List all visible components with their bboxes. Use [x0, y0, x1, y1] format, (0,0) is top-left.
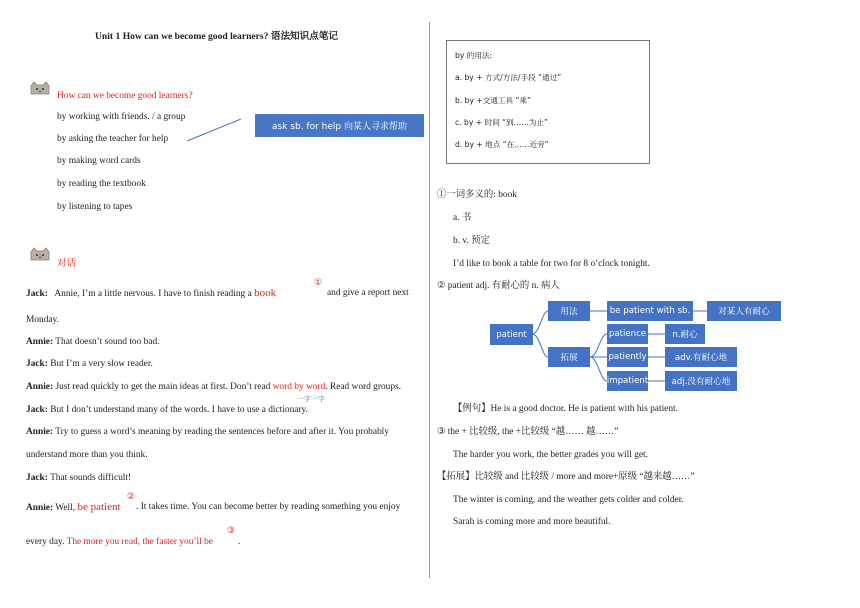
- note-item: a. 书: [453, 213, 472, 223]
- box-item: d. by + 地点 “在……近旁”: [455, 140, 549, 149]
- key-sentence: The more you read, the faster you’ll be: [66, 537, 213, 547]
- speaker: Jack:: [26, 359, 48, 369]
- cat-icon: [29, 81, 51, 95]
- note-example: The harder you work, the better grades you will get.: [453, 450, 648, 460]
- box-item: b. by +交通工具 “乘”: [455, 96, 531, 105]
- box-title: by 的用法:: [455, 51, 493, 60]
- note-example: 【例句】He is a good doctor. He is patient with his patient.: [453, 404, 678, 414]
- mindmap-root: patient: [490, 324, 533, 345]
- box-item: c. by + 时间 “到……为止”: [455, 118, 548, 127]
- mindmap-patiently: patiently: [607, 347, 648, 367]
- box-item: a. by + 方式/方法/手段 “通过”: [455, 73, 562, 82]
- dialogue-text: . Read word groups.: [325, 382, 402, 392]
- dialogue-line: [26, 501, 121, 514]
- dialogue-text: .: [238, 537, 241, 547]
- speaker: Jack:: [26, 473, 48, 483]
- mindmap-impatient-meaning: adj.没有耐心地: [665, 371, 737, 391]
- dialogue-line: [26, 358, 153, 370]
- dialogue-line: [26, 426, 389, 438]
- dialogue-text: Well,: [55, 503, 76, 513]
- note-heading: ①一词多义的: book: [437, 190, 517, 200]
- callout-box: ask sb. for help 向某人寻求帮助: [255, 114, 424, 137]
- key-word: book: [254, 287, 277, 299]
- cat-icon: [29, 247, 51, 261]
- key-word: word by word: [272, 382, 326, 392]
- note-example: Sarah is coming more and more beautiful.: [453, 517, 611, 527]
- section-heading: 对话: [57, 259, 76, 269]
- speaker: Jack:: [26, 289, 48, 299]
- list-item: by asking the teacher for help: [57, 134, 169, 144]
- mark-1: ①: [314, 278, 323, 288]
- dialogue-text: Just read quickly to get the main ideas at first. Don’t read: [55, 382, 271, 392]
- note-heading: ② patient adj. 有耐心的 n. 病人: [437, 281, 560, 291]
- key-word: be patient: [77, 501, 121, 513]
- speaker: Annie:: [26, 337, 54, 347]
- dialogue-text: . It takes time. You can become better by reading something you enjoy: [136, 502, 401, 512]
- dialogue-line: [26, 472, 131, 484]
- mindmap-phrase: be patient with sb.: [607, 301, 693, 321]
- dialogue-text: every day.: [26, 537, 65, 547]
- dialogue-line: [26, 536, 213, 548]
- list-item: by reading the textbook: [57, 179, 146, 189]
- list-item: by working with friends. / a group: [57, 112, 186, 122]
- mindmap-usage: 用法: [548, 301, 590, 321]
- dialogue-text: and give a report next: [327, 288, 409, 298]
- note-heading: ③ the + 比较级, the +比较级 “越…… 越……”: [437, 427, 619, 437]
- list-item: by listening to tapes: [57, 202, 133, 212]
- dialogue-text: Try to guess a word’s meaning by reading the sentences before and after it. You probably: [55, 427, 389, 437]
- dialogue-line: [26, 336, 160, 348]
- callout-connector: [185, 116, 245, 144]
- speaker: Annie:: [26, 382, 54, 392]
- dialogue-text: But I don’t understand many of the words. I have to use a dictionary.: [50, 405, 308, 415]
- dialogue-text: Annie, I’m a little nervous. I have to finish reading a: [54, 289, 252, 299]
- note-example: I’d like to book a table for two for 8 o’clock tonight.: [453, 259, 650, 269]
- speaker: Jack:: [26, 405, 48, 415]
- dialogue-line: [26, 381, 401, 393]
- mindmap-patiently-meaning: adv.有耐心地: [665, 347, 737, 367]
- note-extension: 【拓展】比较级 and 比较级 / more and more+原级 “越来越……”: [437, 472, 695, 482]
- note-example: The winter is coming, and the weather gets colder and colder.: [453, 495, 684, 505]
- dialogue-text: That sounds difficult!: [50, 473, 132, 483]
- dialogue-text: That doesn’t sound too bad.: [55, 337, 160, 347]
- speaker: Annie:: [26, 427, 54, 437]
- mindmap-impatient: impatient: [607, 371, 648, 391]
- dialogue-text: Monday.: [26, 315, 59, 325]
- note-item: b. v. 预定: [453, 236, 490, 246]
- dialogue-text: But I’m a very slow reader.: [50, 359, 153, 369]
- mark-3: ③: [227, 526, 236, 536]
- mark-2: ②: [127, 492, 136, 502]
- list-item: by making word cards: [57, 156, 141, 166]
- annotation: 一字一字: [297, 395, 325, 403]
- speaker: Annie:: [26, 503, 54, 513]
- mindmap-expand: 拓展: [548, 347, 590, 367]
- section-question: How can we become good learners?: [57, 91, 193, 101]
- dialogue-text: understand more than you think.: [26, 450, 148, 460]
- mindmap-patience: patience: [607, 324, 648, 344]
- mindmap-phrase-meaning: 对某人有耐心: [707, 301, 781, 321]
- mindmap-patience-meaning: n.耐心: [665, 324, 705, 344]
- page-title: Unit 1 How can we become good learners? 语法知识点笔记: [95, 31, 339, 42]
- dialogue-line: [26, 404, 308, 416]
- column-divider: [429, 22, 430, 578]
